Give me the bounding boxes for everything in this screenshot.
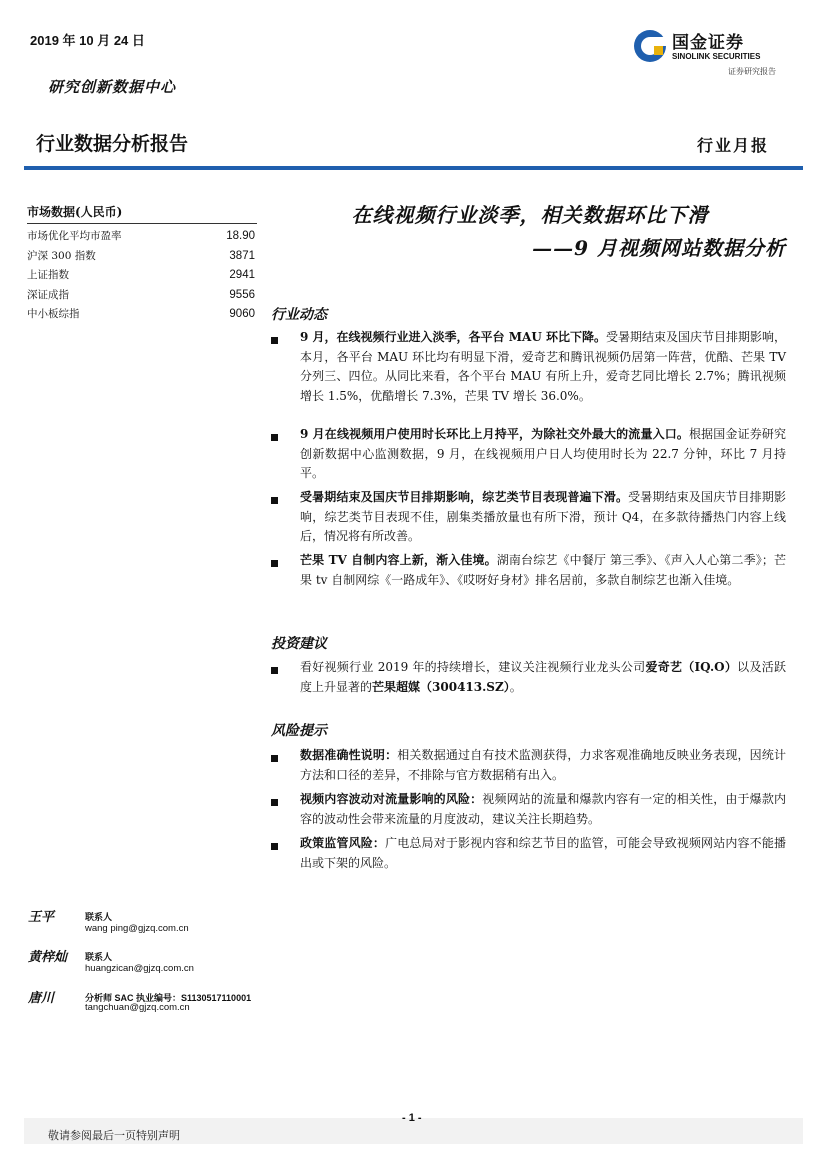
report-type: 行业数据分析报告: [36, 134, 189, 155]
market-row: [27, 227, 257, 247]
contact-name: 王平: [28, 910, 55, 925]
bullet-text: 视频网站的流量和爆款内容有一定的相关性，由于爆款内容的波动性会带来流量的月度波动，建议关注长期趋势。: [300, 792, 786, 826]
contact-huangzican: [28, 946, 194, 974]
market-value: 9556: [229, 288, 255, 301]
market-label: 市场优化平均市盈率: [27, 230, 122, 242]
market-label: 沪深 300 指数: [27, 249, 96, 262]
trend-bullet-4: [300, 551, 786, 590]
sinolink-logo-icon: [632, 28, 668, 64]
bullet-square-icon: [271, 337, 278, 344]
market-data-title: 市场数据(人民币): [27, 203, 257, 224]
contact-label: 联系人: [85, 912, 113, 922]
contact-wangping: [28, 906, 189, 934]
market-row: [27, 286, 257, 306]
section-heading-risk: 风险提示: [271, 723, 327, 739]
bullet-square-icon: [271, 560, 278, 567]
trend-bullet-1: [300, 328, 786, 406]
trend-bullet-3: [300, 488, 786, 547]
trend-bullet-2: [300, 425, 786, 484]
bullet-square-icon: [271, 497, 278, 504]
bullet-lead: 9 月在线视频用户使用时长环比上月持平，为除社交外最大的流量入口。: [300, 427, 690, 441]
brand-subtitle: 证券研究报告: [728, 67, 776, 76]
bullet-text: 湖南台综艺《中餐厅 第三季》、《声入人心第二季》；芒果 tv 自制网综《一路成年》、《哎呀好身材》排名居前，多款自制综艺也渐入佳境。: [300, 553, 786, 587]
bullet-square-icon: [271, 799, 278, 806]
invest-bullet: [300, 658, 786, 697]
section-heading-invest: 投资建议: [271, 636, 327, 652]
contact-tangchuan: [28, 987, 252, 1013]
bullet-text: 广电总局对于影视内容和综艺节目的监管，可能会导致视频网站内容不能播出或下架的风险。: [300, 836, 786, 870]
bullet-lead: 受暑期结束及国庆节目排期影响，综艺类节目表现普遍下滑。: [300, 490, 629, 504]
market-value: 2941: [229, 269, 255, 281]
contact-email[interactable]: tangchuan@gjzq.com.cn: [85, 1002, 190, 1013]
contact-label: 联系人: [85, 952, 113, 962]
page-number: - 1 -: [402, 1112, 422, 1124]
contact-label: 分析师 SAC 执业编号：S1130517110001: [85, 993, 252, 1003]
market-row: [27, 305, 257, 325]
invest-pick-mango: 芒果超媒（300413.SZ）: [372, 679, 510, 694]
brand-name-cn: 国金证券: [672, 33, 744, 52]
header-rule: [24, 166, 803, 170]
bullet-text: 相关数据通过自有技术监测获得，力求客观准确地反映业务表现，因统计方法和口径的差异，不排除与官方数据稍有出入。: [300, 748, 786, 782]
invest-pick-iqiyi: 爱奇艺（IQ.O）: [645, 660, 738, 674]
section-heading-trends: 行业动态: [271, 307, 327, 323]
disclaimer: 敬请参阅最后一页特别声明: [48, 1129, 180, 1142]
market-label: 中小板综指: [27, 308, 80, 320]
bullet-text: 根据国金证券研究创新数据中心监测数据，9 月，在线视频用户日人均使用时长为 22.7 分钟，环比 7 月持平。: [300, 427, 786, 481]
contact-name: 黄梓灿: [28, 950, 68, 965]
report-category: 行业月报: [697, 136, 770, 155]
bullet-text: 受暑期结束及国庆节目排期影响，综艺类节目表现不佳，剧集类播放量也有所下滑，预计 Q4，在多款待播热门内容上线后，情况将有所改善。: [300, 490, 786, 544]
bullet-lead: 数据准确性说明：: [300, 748, 398, 762]
bullet-lead: 9 月，在线视频行业进入淡季，各平台 MAU 环比下降。: [300, 330, 606, 344]
contact-email[interactable]: huangzican@gjzq.com.cn: [85, 963, 194, 974]
invest-text-pre: 看好视频行业 2019 年的持续增长，建议关注视频行业龙头公司: [300, 660, 646, 674]
research-center: 研究创新数据中心: [48, 78, 177, 96]
report-date: 2019 年 10 月 24 日: [30, 33, 145, 48]
main-title: 在线视频行业淡季，相关数据环比下滑: [351, 203, 709, 227]
risk-bullet-1: [300, 746, 786, 785]
market-row: [27, 247, 257, 267]
risk-bullet-3: [300, 834, 786, 873]
contact-email[interactable]: wang ping@gjzq.com.cn: [85, 923, 189, 934]
contact-name: 唐川: [28, 991, 55, 1006]
risk-bullet-2: [300, 790, 786, 829]
bullet-square-icon: [271, 434, 278, 441]
market-data-box: [27, 203, 257, 325]
bullet-square-icon: [271, 843, 278, 850]
bullet-text: 受暑期结束及国庆节目排期影响，本月，各平台 MAU 环比均有明显下滑，爱奇艺和腾讯视频仍居第一阵营，优酷、芒果 TV 分列三、四位。从同比来看，各个平台 MAU 有所上升，爱奇艺同比增长 2.7%；腾讯视频增长 1.5%，优酷增长 7.3%，芒果 TV 增长 36.0%。: [300, 330, 786, 403]
market-row: [27, 266, 257, 286]
bullet-lead: 芒果 TV 自制内容上新，渐入佳境。: [300, 553, 497, 567]
bullet-lead: 政策监管风险：: [300, 836, 386, 850]
invest-text-post: 。: [509, 679, 522, 694]
market-label: 深证成指: [27, 288, 69, 301]
market-label: 上证指数: [27, 269, 69, 281]
bullet-square-icon: [271, 667, 278, 674]
brand-name-en: SINOLINK SECURITIES: [672, 52, 761, 61]
brand-logo: [632, 24, 792, 80]
bullet-lead: 视频内容波动对流量影响的风险：: [300, 792, 483, 806]
invest-text-mid: 以及活跃度上升显著的: [300, 660, 786, 694]
market-value: 9060: [229, 308, 255, 320]
sub-title: ——9 月视频网站数据分析: [532, 236, 786, 260]
bullet-square-icon: [271, 755, 278, 762]
market-value: 18.90: [226, 230, 255, 242]
market-value: 3871: [229, 249, 255, 262]
